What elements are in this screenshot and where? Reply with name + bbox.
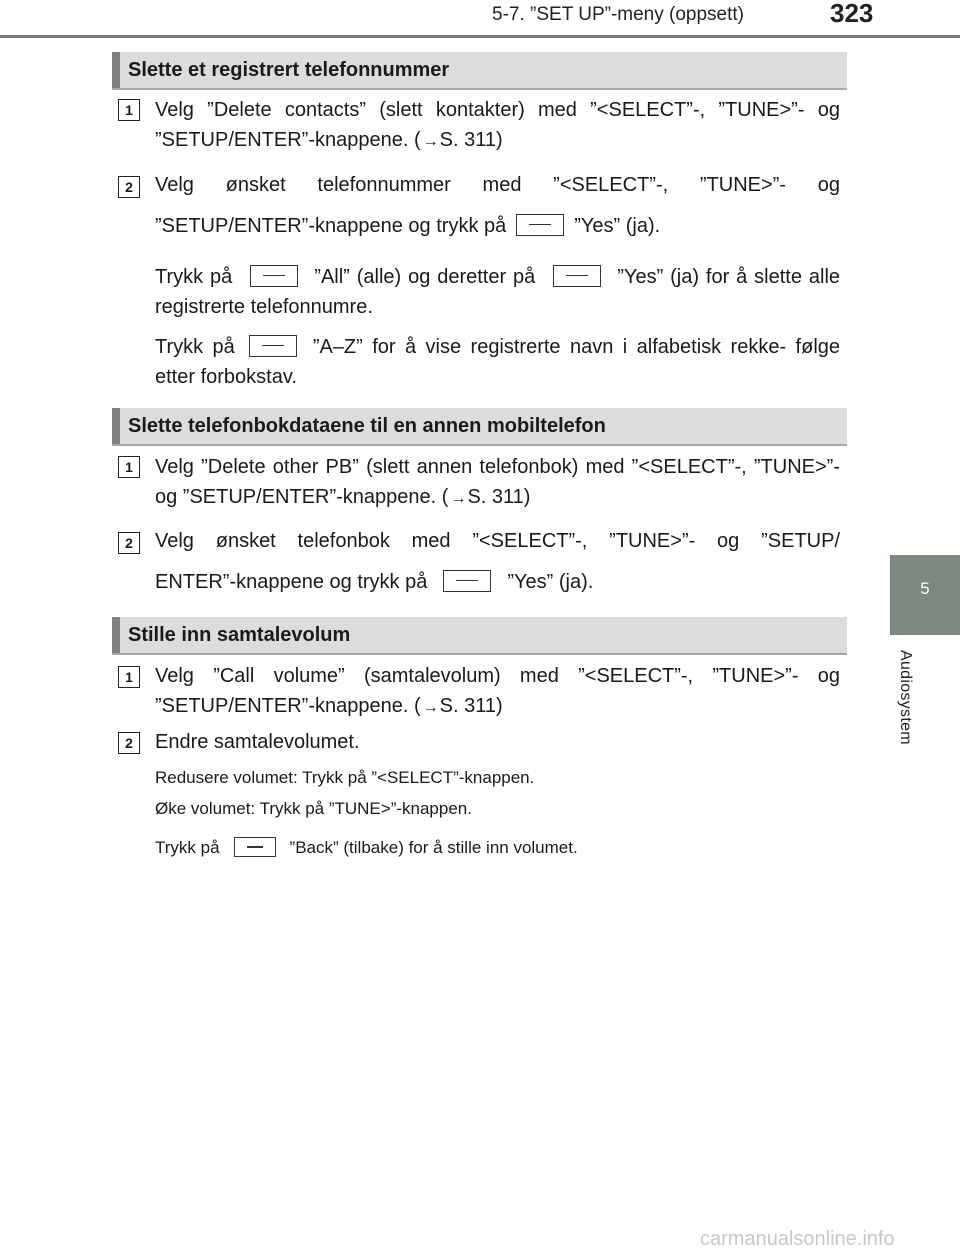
screen-button-icon [250, 265, 298, 287]
step-instruction: Velg ”Delete other PB” (slett annen telefonbok) med ”<SELECT”-, ”TUNE>”- og ”SETUP/ENTER”-knappene. ( [155, 456, 840, 508]
step-text-line [155, 567, 840, 597]
sub-step-instruction: ”Yes” (ja) for å slette alle registrerte telefonnumre. [155, 266, 841, 318]
step-text [155, 95, 840, 157]
page-number: 323 [830, 0, 874, 28]
note-text: Øke volumet: Trykk på ”TUNE>”-knappen. [155, 799, 472, 818]
header-rule [0, 35, 960, 38]
step-number-badge: 2 [118, 532, 140, 554]
step-number-badge: 1 [118, 666, 140, 688]
section-title: Stille inn samtalevolum [128, 624, 351, 646]
sub-step-instruction: ”A–Z” for å vise registrerte navn i alfabetisk rekke- følge etter forbokstav. [155, 336, 841, 388]
screen-button-icon [553, 265, 601, 287]
chapter-tab-number: 5 [920, 579, 930, 598]
step-instruction: ”SETUP/ENTER”-knappene og trykk på [155, 215, 507, 237]
note-instruction: Trykk på [155, 838, 220, 857]
note-text: Redusere volumet: Trykk på ”<SELECT”-knappen. [155, 768, 535, 787]
note-text [155, 836, 840, 860]
step-number-badge: 2 [118, 732, 140, 754]
section-title: Slette et registrert telefonnummer [128, 59, 450, 81]
arrow-icon: → [422, 699, 439, 716]
watermark: carmanualsonline.info [700, 1228, 895, 1250]
step-instruction: ”Yes” (ja). [507, 571, 594, 593]
section-header-call-volume [112, 617, 847, 655]
chapter-tab [890, 555, 960, 635]
section-header-delete-phonebook [112, 408, 847, 446]
step-instruction: ”Yes” (ja). [574, 215, 661, 237]
header-title: 5-7. ”SET UP”-meny (oppsett) [492, 4, 745, 25]
arrow-icon: → [450, 490, 467, 507]
sub-step-instruction: Trykk på [155, 266, 233, 288]
note-instruction: ”Back” (tilbake) for å stille inn volumet. [289, 838, 578, 857]
step-text: Endre samtalevolumet. [155, 731, 360, 753]
page-reference: S. 311) [467, 486, 531, 508]
page-reference: S. 311) [439, 129, 503, 151]
page-reference: S. 311) [439, 695, 503, 717]
step-instruction: Velg ”Delete contacts” (slett kontakter) med ”<SELECT”-, ”TUNE>”- og ”SETUP/ENTER”-knappene. ( [155, 99, 840, 151]
screen-button-icon [443, 570, 491, 592]
sub-step-instruction: Trykk på [155, 336, 235, 358]
step-instruction: ENTER”-knappene og trykk på [155, 571, 428, 593]
screen-button-icon [249, 335, 297, 357]
section-header-delete-number [112, 52, 847, 90]
step-instruction: Velg ”Call volume” (samtalevolum) med ”<SELECT”-, ”TUNE>”- og ”SETUP/ENTER”-knappene. ( [155, 665, 840, 717]
step-number-badge: 1 [118, 456, 140, 478]
step-text: Velg ønsket telefonbok med ”<SELECT”-, ”TUNE>”- og ”SETUP/ [155, 530, 840, 552]
step-text [155, 661, 840, 723]
chapter-label: Audiosystem [897, 650, 914, 745]
sub-step-text [155, 262, 840, 322]
step-text: Velg ønsket telefonnummer med ”<SELECT”-, ”TUNE>”- og [155, 174, 840, 196]
screen-button-icon [516, 214, 564, 236]
step-number-badge: 1 [118, 99, 140, 121]
sub-step-text [155, 332, 840, 392]
arrow-icon: → [422, 133, 439, 150]
section-title: Slette telefonbokdataene til en annen mobiltelefon [128, 415, 606, 437]
sub-step-instruction: ”All” (alle) og deretter på [314, 266, 536, 288]
screen-button-icon [234, 837, 276, 857]
step-number-badge: 2 [118, 176, 140, 198]
step-text [155, 452, 840, 514]
step-text-line [155, 211, 840, 241]
